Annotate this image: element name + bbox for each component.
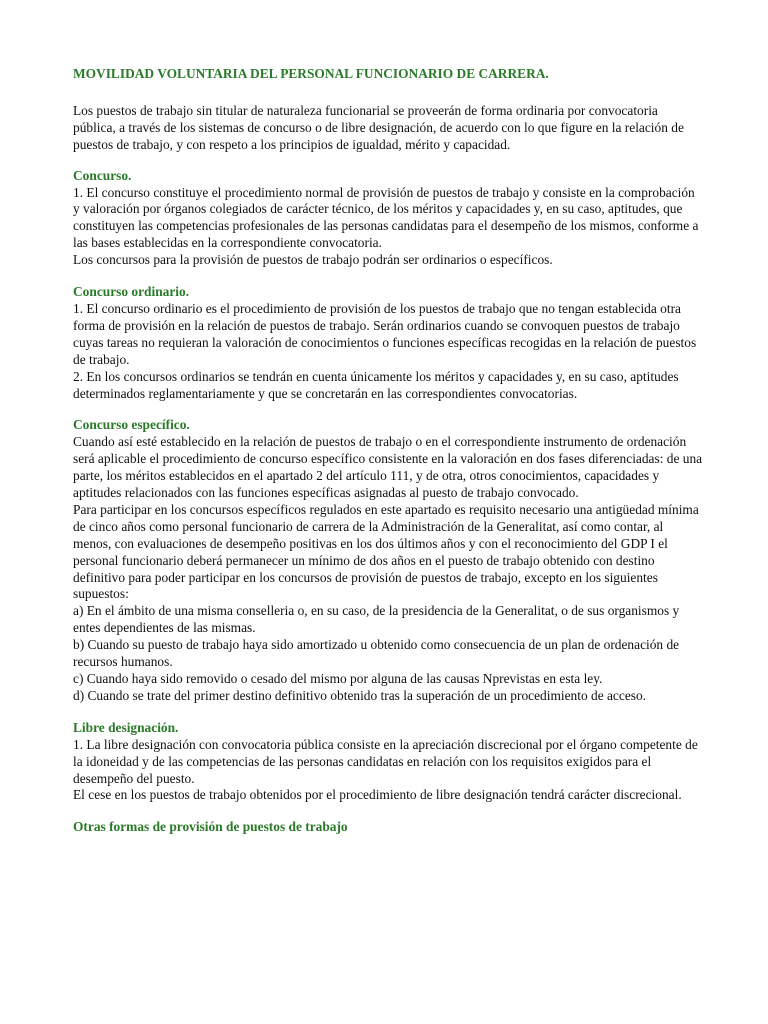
section-paragraph: Cuando así esté establecido en la relación de puestos de trabajo o en el correspondiente instrumento de ordenación será aplicable el procedimiento de concurso específico consistente en la valoración en dos fases diferenciadas: de una parte, los méritos establecidos en el apartado 2 del artículo 111, y de otra, otros conocimientos, capacidades y aptitudes relacionados con las funciones específicas asignadas al puesto de trabajo convocado. [73, 434, 703, 501]
intro-paragraph: Los puestos de trabajo sin titular de naturaleza funcionarial se proveerán de forma ordinaria por convocatoria pública, a través de los sistemas de concurso o de libre designación, de acuerdo con lo que figure en la relación de puestos de trabajo, y con respeto a los principios de igualdad, mérito y capacidad. [73, 102, 684, 152]
section-concurso [73, 168, 703, 269]
section-concurso-especifico [73, 417, 703, 704]
section-paragraph: 1. El concurso ordinario es el procedimiento de provisión de los puestos de trabajo que no tengan establecida otra forma de provisión en la relación de puestos de trabajo. Serán ordinarios cuando se convoquen puestos de trabajo cuyas tareas no requieran la valoración de conocimientos o funciones específicas recogidas en la relación de puestos de trabajo. [73, 300, 697, 367]
section-libre-designacion [73, 720, 703, 805]
section-paragraph: El cese en los puestos de trabajo obtenidos por el procedimiento de libre designación tendrá carácter discrecional. [73, 787, 682, 803]
section-paragraph: 1. El concurso constituye el procedimiento normal de provisión de puestos de trabajo y consiste en la comprobación y valoración por órganos colegiados de carácter técnico, de los méritos y capacidades y, en su caso, aptitudes, que constituyen las competencias profesionales de las personas candidatas para el desempeño de los mismos, conforme a las bases establecidas en la correspondiente convocatoria. [73, 184, 699, 251]
list-item: a) En el ámbito de una misma conselleria o, en su caso, de la presidencia de la Generalitat, o de sus organismos y entes dependientes de las mismas. [73, 603, 680, 636]
section-paragraph: 2. En los concursos ordinarios se tendrán en cuenta únicamente los méritos y capacidades y, en su caso, aptitudes determinados reglamentariamente y que se concretarán en las correspondientes convocatorias. [73, 368, 679, 401]
section-otras-formas [73, 819, 703, 836]
document-page [73, 66, 703, 851]
section-concurso-ordinario [73, 284, 703, 402]
section-paragraph: Los concursos para la provisión de puestos de trabajo podrán ser ordinarios o específicos. [73, 252, 553, 268]
section-heading: Concurso. [73, 167, 132, 183]
section-heading: Libre designación. [73, 719, 179, 735]
section-paragraph: Para participar en los concursos específicos regulados en este apartado es requisito necesario una antigüedad mínima de cinco años como personal funcionario de carrera de la Administración de la Generalitat, así como contar, al menos, con evaluaciones de desempeño positivas en los dos últimos años y con el reconocimiento del GDP I el personal funcionario deberá permanecer un mínimo de dos años en el puesto de trabajo obtenido con destino definitivo para poder participar en los concursos de provisión de puestos de trabajo, excepto en los siguientes supuestos: [73, 501, 699, 602]
list-item: c) Cuando haya sido removido o cesado del mismo por alguna de las causas Nprevistas en esta ley. [73, 671, 603, 686]
list-item: d) Cuando se trate del primer destino definitivo obtenido tras la superación de un procedimiento de acceso. [73, 687, 647, 703]
section-paragraph: 1. La libre designación con convocatoria pública consiste en la apreciación discrecional por el órgano competente de la idoneidad y de las competencias de las personas candidatas en relación con los requisitos exigidos para el desempeño del puesto. [73, 736, 698, 786]
section-heading: Concurso ordinario. [73, 284, 190, 300]
document-title: MOVILIDAD VOLUNTARIA DEL PERSONAL FUNCIONARIO DE CARRERA. [73, 66, 549, 81]
list-item: b) Cuando su puesto de trabajo haya sido amortizado u obtenido como consecuencia de un plan de ordenación de recursos humanos. [73, 637, 680, 670]
section-heading: Concurso específico. [73, 417, 190, 433]
section-heading: Otras formas de provisión de puestos de trabajo [73, 819, 348, 835]
